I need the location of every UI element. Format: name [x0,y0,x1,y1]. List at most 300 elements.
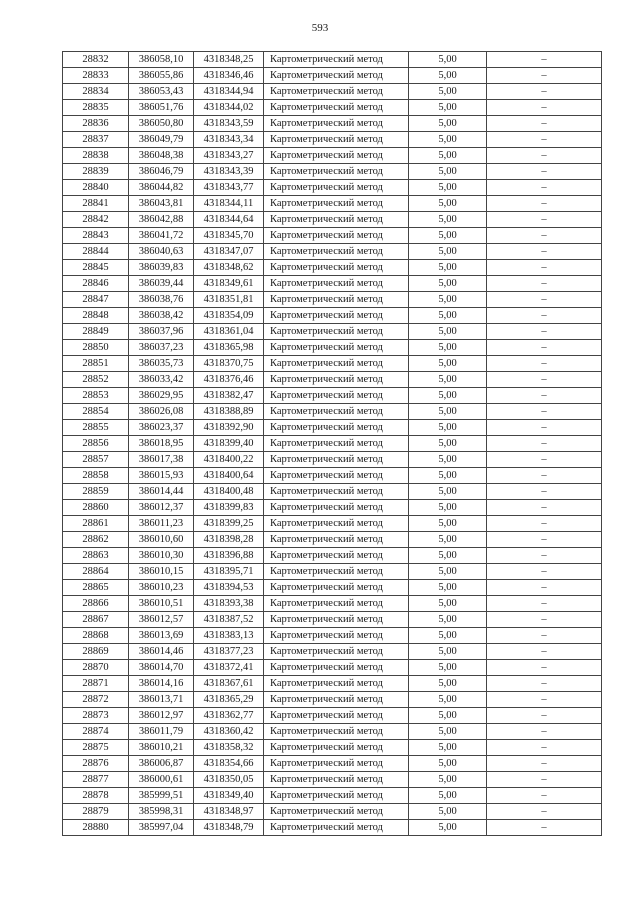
x-coordinate-cell: 385999,51 [129,788,194,804]
method-cell: Картометрический метод [264,676,409,692]
y-coordinate-cell: 4318400,48 [194,484,264,500]
x-coordinate-cell: 386011,23 [129,516,194,532]
point-number-cell: 28856 [63,436,129,452]
table-row [63,548,602,564]
accuracy-cell: 5,00 [409,164,487,180]
description-cell: – [487,516,602,532]
x-coordinate-cell: 386014,70 [129,660,194,676]
y-coordinate-cell: 4318399,25 [194,516,264,532]
table-row [63,532,602,548]
description-cell: – [487,148,602,164]
y-coordinate-cell: 4318354,09 [194,308,264,324]
point-number-cell: 28866 [63,596,129,612]
y-coordinate-cell: 4318388,89 [194,404,264,420]
point-number-cell: 28858 [63,468,129,484]
method-cell: Картометрический метод [264,452,409,468]
point-number-cell: 28872 [63,692,129,708]
accuracy-cell: 5,00 [409,148,487,164]
method-cell: Картометрический метод [264,612,409,628]
method-cell: Картометрический метод [264,820,409,836]
method-cell: Картометрический метод [264,628,409,644]
table-row [63,196,602,212]
description-cell: – [487,372,602,388]
accuracy-cell: 5,00 [409,180,487,196]
description-cell: – [487,276,602,292]
table-row [63,724,602,740]
table-row [63,628,602,644]
description-cell: – [487,644,602,660]
accuracy-cell: 5,00 [409,564,487,580]
x-coordinate-cell: 386050,80 [129,116,194,132]
x-coordinate-cell: 386049,79 [129,132,194,148]
x-coordinate-cell: 386014,46 [129,644,194,660]
x-coordinate-cell: 385997,04 [129,820,194,836]
method-cell: Картометрический метод [264,420,409,436]
method-cell: Картометрический метод [264,372,409,388]
accuracy-cell: 5,00 [409,644,487,660]
y-coordinate-cell: 4318372,41 [194,660,264,676]
x-coordinate-cell: 386011,79 [129,724,194,740]
method-cell: Картометрический метод [264,244,409,260]
y-coordinate-cell: 4318367,61 [194,676,264,692]
description-cell: – [487,116,602,132]
table-row [63,452,602,468]
method-cell: Картометрический метод [264,100,409,116]
table-row [63,356,602,372]
accuracy-cell: 5,00 [409,132,487,148]
x-coordinate-cell: 386048,38 [129,148,194,164]
accuracy-cell: 5,00 [409,596,487,612]
accuracy-cell: 5,00 [409,228,487,244]
point-number-cell: 28850 [63,340,129,356]
method-cell: Картометрический метод [264,660,409,676]
accuracy-cell: 5,00 [409,324,487,340]
description-cell: – [487,292,602,308]
method-cell: Картометрический метод [264,404,409,420]
table-row [63,228,602,244]
point-number-cell: 28877 [63,772,129,788]
description-cell: – [487,692,602,708]
method-cell: Картометрический метод [264,180,409,196]
x-coordinate-cell: 386010,51 [129,596,194,612]
method-cell: Картометрический метод [264,708,409,724]
x-coordinate-cell: 386029,95 [129,388,194,404]
description-cell: – [487,436,602,452]
accuracy-cell: 5,00 [409,196,487,212]
x-coordinate-cell: 386012,97 [129,708,194,724]
method-cell: Картометрический метод [264,340,409,356]
x-coordinate-cell: 386010,21 [129,740,194,756]
y-coordinate-cell: 4318343,77 [194,180,264,196]
y-coordinate-cell: 4318348,97 [194,804,264,820]
y-coordinate-cell: 4318344,64 [194,212,264,228]
y-coordinate-cell: 4318365,29 [194,692,264,708]
table-row [63,436,602,452]
y-coordinate-cell: 4318399,40 [194,436,264,452]
method-cell: Картометрический метод [264,580,409,596]
y-coordinate-cell: 4318348,62 [194,260,264,276]
accuracy-cell: 5,00 [409,276,487,292]
y-coordinate-cell: 4318348,25 [194,52,264,68]
description-cell: – [487,356,602,372]
point-number-cell: 28832 [63,52,129,68]
table-row [63,708,602,724]
point-number-cell: 28871 [63,676,129,692]
table-row [63,100,602,116]
point-number-cell: 28853 [63,388,129,404]
y-coordinate-cell: 4318400,64 [194,468,264,484]
point-number-cell: 28837 [63,132,129,148]
table-row [63,500,602,516]
table-row [63,308,602,324]
method-cell: Картометрический метод [264,484,409,500]
method-cell: Картометрический метод [264,132,409,148]
description-cell: – [487,308,602,324]
description-cell: – [487,580,602,596]
method-cell: Картометрический метод [264,356,409,372]
accuracy-cell: 5,00 [409,692,487,708]
point-number-cell: 28880 [63,820,129,836]
table-row [63,660,602,676]
method-cell: Картометрический метод [264,388,409,404]
y-coordinate-cell: 4318399,83 [194,500,264,516]
method-cell: Картометрический метод [264,804,409,820]
x-coordinate-cell: 386058,10 [129,52,194,68]
x-coordinate-cell: 386044,82 [129,180,194,196]
table-row [63,52,602,68]
y-coordinate-cell: 4318400,22 [194,452,264,468]
point-number-cell: 28841 [63,196,129,212]
x-coordinate-cell: 386014,44 [129,484,194,500]
y-coordinate-cell: 4318360,42 [194,724,264,740]
description-cell: – [487,420,602,436]
description-cell: – [487,468,602,484]
description-cell: – [487,804,602,820]
y-coordinate-cell: 4318393,38 [194,596,264,612]
point-number-cell: 28867 [63,612,129,628]
table-row [63,772,602,788]
method-cell: Картометрический метод [264,196,409,212]
point-number-cell: 28844 [63,244,129,260]
y-coordinate-cell: 4318344,94 [194,84,264,100]
table-row [63,788,602,804]
x-coordinate-cell: 386012,37 [129,500,194,516]
x-coordinate-cell: 386042,88 [129,212,194,228]
description-cell: – [487,724,602,740]
point-number-cell: 28865 [63,580,129,596]
description-cell: – [487,84,602,100]
accuracy-cell: 5,00 [409,532,487,548]
accuracy-cell: 5,00 [409,356,487,372]
point-number-cell: 28855 [63,420,129,436]
point-number-cell: 28860 [63,500,129,516]
y-coordinate-cell: 4318370,75 [194,356,264,372]
y-coordinate-cell: 4318344,11 [194,196,264,212]
accuracy-cell: 5,00 [409,404,487,420]
description-cell: – [487,212,602,228]
table-row [63,212,602,228]
x-coordinate-cell: 386010,23 [129,580,194,596]
x-coordinate-cell: 386046,79 [129,164,194,180]
table-row [63,68,602,84]
x-coordinate-cell: 386053,43 [129,84,194,100]
method-cell: Картометрический метод [264,740,409,756]
point-number-cell: 28879 [63,804,129,820]
description-cell: – [487,500,602,516]
point-number-cell: 28854 [63,404,129,420]
accuracy-cell: 5,00 [409,580,487,596]
description-cell: – [487,196,602,212]
point-number-cell: 28859 [63,484,129,500]
method-cell: Картометрический метод [264,436,409,452]
table-row [63,276,602,292]
description-cell: – [487,52,602,68]
description-cell: – [487,596,602,612]
y-coordinate-cell: 4318392,90 [194,420,264,436]
description-cell: – [487,388,602,404]
point-number-cell: 28843 [63,228,129,244]
method-cell: Картометрический метод [264,724,409,740]
x-coordinate-cell: 386039,44 [129,276,194,292]
y-coordinate-cell: 4318349,40 [194,788,264,804]
description-cell: – [487,404,602,420]
description-cell: – [487,564,602,580]
accuracy-cell: 5,00 [409,84,487,100]
table-row [63,116,602,132]
point-number-cell: 28864 [63,564,129,580]
table-row [63,676,602,692]
y-coordinate-cell: 4318383,13 [194,628,264,644]
point-number-cell: 28862 [63,532,129,548]
y-coordinate-cell: 4318343,39 [194,164,264,180]
description-cell: – [487,628,602,644]
x-coordinate-cell: 386038,76 [129,292,194,308]
table-row [63,468,602,484]
description-cell: – [487,68,602,84]
table-row [63,180,602,196]
x-coordinate-cell: 386040,63 [129,244,194,260]
point-number-cell: 28846 [63,276,129,292]
accuracy-cell: 5,00 [409,772,487,788]
table-row [63,244,602,260]
description-cell: – [487,772,602,788]
table-row [63,516,602,532]
x-coordinate-cell: 385998,31 [129,804,194,820]
description-cell: – [487,180,602,196]
point-number-cell: 28861 [63,516,129,532]
method-cell: Картометрический метод [264,164,409,180]
method-cell: Картометрический метод [264,68,409,84]
x-coordinate-cell: 386023,37 [129,420,194,436]
y-coordinate-cell: 4318394,53 [194,580,264,596]
description-cell: – [487,164,602,180]
method-cell: Картометрический метод [264,772,409,788]
y-coordinate-cell: 4318362,77 [194,708,264,724]
table-row [63,484,602,500]
x-coordinate-cell: 386051,76 [129,100,194,116]
table-row [63,612,602,628]
y-coordinate-cell: 4318358,32 [194,740,264,756]
y-coordinate-cell: 4318346,46 [194,68,264,84]
accuracy-cell: 5,00 [409,388,487,404]
x-coordinate-cell: 386006,87 [129,756,194,772]
description-cell: – [487,612,602,628]
y-coordinate-cell: 4318395,71 [194,564,264,580]
point-number-cell: 28878 [63,788,129,804]
point-number-cell: 28870 [63,660,129,676]
table-row [63,580,602,596]
method-cell: Картометрический метод [264,324,409,340]
point-number-cell: 28845 [63,260,129,276]
coordinates-table [62,51,602,836]
y-coordinate-cell: 4318345,70 [194,228,264,244]
x-coordinate-cell: 386018,95 [129,436,194,452]
method-cell: Картометрический метод [264,596,409,612]
accuracy-cell: 5,00 [409,372,487,388]
x-coordinate-cell: 386043,81 [129,196,194,212]
method-cell: Картометрический метод [264,276,409,292]
description-cell: – [487,244,602,260]
table-row [63,564,602,580]
accuracy-cell: 5,00 [409,340,487,356]
x-coordinate-cell: 386037,23 [129,340,194,356]
y-coordinate-cell: 4318398,28 [194,532,264,548]
point-number-cell: 28873 [63,708,129,724]
y-coordinate-cell: 4318344,02 [194,100,264,116]
x-coordinate-cell: 386010,15 [129,564,194,580]
accuracy-cell: 5,00 [409,484,487,500]
y-coordinate-cell: 4318377,23 [194,644,264,660]
accuracy-cell: 5,00 [409,52,487,68]
point-number-cell: 28849 [63,324,129,340]
x-coordinate-cell: 386026,08 [129,404,194,420]
method-cell: Картометрический метод [264,692,409,708]
description-cell: – [487,260,602,276]
point-number-cell: 28874 [63,724,129,740]
point-number-cell: 28834 [63,84,129,100]
point-number-cell: 28863 [63,548,129,564]
accuracy-cell: 5,00 [409,68,487,84]
accuracy-cell: 5,00 [409,292,487,308]
table-row [63,324,602,340]
point-number-cell: 28848 [63,308,129,324]
description-cell: – [487,548,602,564]
method-cell: Картометрический метод [264,468,409,484]
x-coordinate-cell: 386037,96 [129,324,194,340]
accuracy-cell: 5,00 [409,244,487,260]
method-cell: Картометрический метод [264,212,409,228]
x-coordinate-cell: 386010,30 [129,548,194,564]
x-coordinate-cell: 386038,42 [129,308,194,324]
method-cell: Картометрический метод [264,564,409,580]
method-cell: Картометрический метод [264,500,409,516]
accuracy-cell: 5,00 [409,468,487,484]
method-cell: Картометрический метод [264,756,409,772]
accuracy-cell: 5,00 [409,660,487,676]
y-coordinate-cell: 4318343,27 [194,148,264,164]
accuracy-cell: 5,00 [409,612,487,628]
point-number-cell: 28842 [63,212,129,228]
method-cell: Картометрический метод [264,292,409,308]
point-number-cell: 28851 [63,356,129,372]
description-cell: – [487,100,602,116]
table-row [63,404,602,420]
x-coordinate-cell: 386010,60 [129,532,194,548]
description-cell: – [487,708,602,724]
description-cell: – [487,132,602,148]
x-coordinate-cell: 386055,86 [129,68,194,84]
method-cell: Картометрический метод [264,260,409,276]
y-coordinate-cell: 4318347,07 [194,244,264,260]
accuracy-cell: 5,00 [409,100,487,116]
table-row [63,820,602,836]
method-cell: Картометрический метод [264,228,409,244]
y-coordinate-cell: 4318396,88 [194,548,264,564]
point-number-cell: 28833 [63,68,129,84]
point-number-cell: 28852 [63,372,129,388]
description-cell: – [487,340,602,356]
x-coordinate-cell: 386041,72 [129,228,194,244]
accuracy-cell: 5,00 [409,820,487,836]
accuracy-cell: 5,00 [409,724,487,740]
description-cell: – [487,324,602,340]
method-cell: Картометрический метод [264,308,409,324]
table-body [63,52,602,836]
table-row [63,132,602,148]
method-cell: Картометрический метод [264,548,409,564]
table-row [63,756,602,772]
accuracy-cell: 5,00 [409,420,487,436]
table-row [63,804,602,820]
accuracy-cell: 5,00 [409,788,487,804]
x-coordinate-cell: 386017,38 [129,452,194,468]
accuracy-cell: 5,00 [409,260,487,276]
table-row [63,292,602,308]
accuracy-cell: 5,00 [409,676,487,692]
point-number-cell: 28875 [63,740,129,756]
description-cell: – [487,756,602,772]
y-coordinate-cell: 4318365,98 [194,340,264,356]
description-cell: – [487,228,602,244]
x-coordinate-cell: 386039,83 [129,260,194,276]
y-coordinate-cell: 4318354,66 [194,756,264,772]
description-cell: – [487,660,602,676]
table-row [63,148,602,164]
table-row [63,388,602,404]
x-coordinate-cell: 386012,57 [129,612,194,628]
y-coordinate-cell: 4318351,81 [194,292,264,308]
y-coordinate-cell: 4318343,59 [194,116,264,132]
table-row [63,692,602,708]
page-number: 593 [311,22,329,34]
point-number-cell: 28876 [63,756,129,772]
x-coordinate-cell: 386015,93 [129,468,194,484]
y-coordinate-cell: 4318382,47 [194,388,264,404]
accuracy-cell: 5,00 [409,740,487,756]
accuracy-cell: 5,00 [409,308,487,324]
table-row [63,644,602,660]
point-number-cell: 28835 [63,100,129,116]
table-row [63,340,602,356]
accuracy-cell: 5,00 [409,500,487,516]
accuracy-cell: 5,00 [409,708,487,724]
method-cell: Картометрический метод [264,84,409,100]
description-cell: – [487,484,602,500]
table-row [63,84,602,100]
table-row [63,596,602,612]
x-coordinate-cell: 386014,16 [129,676,194,692]
x-coordinate-cell: 386013,71 [129,692,194,708]
